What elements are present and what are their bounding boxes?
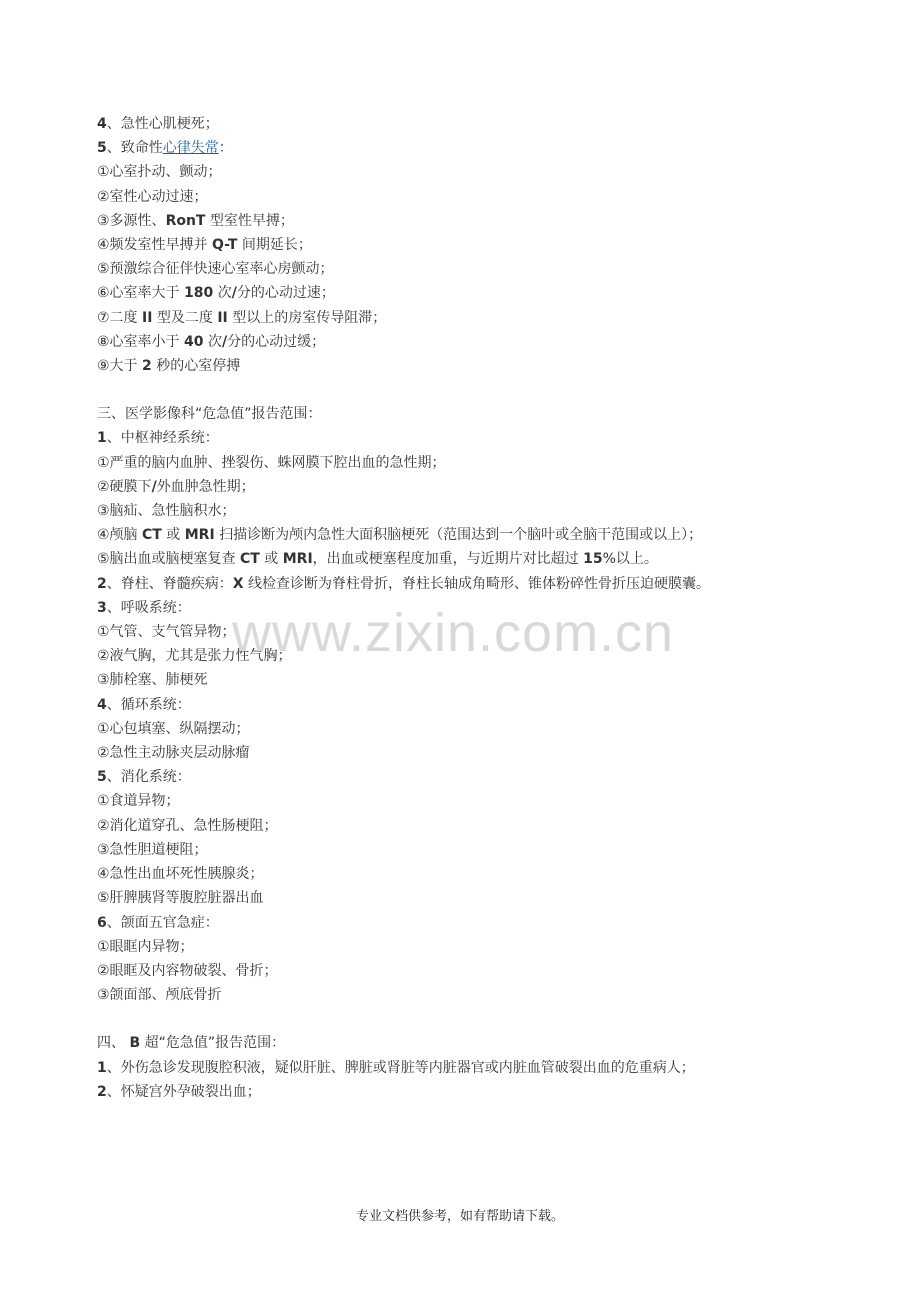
list-item: ⑤脑出血或脑梗塞复查 CT 或 MRI，出血或梗塞程度加重，与近期片对比超过 15%以上。	[97, 551, 658, 568]
list-item: ②眼眶及内容物破裂、骨折；	[97, 962, 278, 979]
list-item: ⑨大于 2 秒的心室停搏	[97, 358, 241, 375]
list-item: ②室性心动过速；	[97, 188, 208, 205]
list-item: ①心室扑动、颤动；	[97, 164, 222, 181]
list-item: ①气管、支气管异物；	[97, 624, 236, 641]
spacer	[97, 1007, 797, 1031]
list-item: ⑤肝脾胰肾等腹腔脏器出血	[97, 890, 264, 907]
list-item: ①食道异物；	[97, 793, 180, 810]
list-item: ③多源性、RonT 型室性早搏；	[97, 212, 294, 229]
list-item: ①严重的脑内血肿、挫裂伤、蛛网膜下腔出血的急性期；	[97, 454, 446, 471]
spacer	[97, 378, 797, 402]
list-item: ⑥心室率大于 180 次/分的心动过速；	[97, 285, 335, 302]
text-line: 4、急性心肌梗死；	[97, 116, 219, 132]
subsection-heading: 4、循环系统：	[97, 696, 191, 713]
list-item: ④频发室性早搏并 Q-T 间期延长；	[97, 237, 312, 254]
list-item: ④急性出血坏死性胰腺炎；	[97, 866, 264, 883]
text-line: 5、致命性心律失常：	[97, 140, 233, 157]
subsection-heading: 5、消化系统：	[97, 769, 191, 786]
section-heading: 三、医学影像科“危急值”报告范围：	[97, 406, 322, 423]
list-item: 2、怀疑宫外孕破裂出血；	[97, 1083, 261, 1100]
list-item: ⑦二度 II 型及二度 II 型以上的房室传导阻滞；	[97, 309, 387, 326]
subsection-heading: 2、脊柱、脊髓疾病：X 线检查诊断为脊柱骨折，脊柱长轴成角畸形、锥体粉碎性骨折压迫硬膜囊。	[97, 575, 710, 592]
list-item: ③颌面部、颅底骨折	[97, 987, 222, 1004]
list-item: ③肺栓塞、肺梗死	[97, 672, 208, 689]
list-item: ②硬膜下/外血肿急性期；	[97, 478, 255, 495]
list-item: ②液气胸，尤其是张力性气胸；	[97, 648, 292, 665]
list-item: ⑤预激综合征伴快速心室率心房颤动；	[97, 261, 334, 278]
section-heading: 四、 B 超“危急值”报告范围：	[97, 1035, 286, 1052]
list-item: ⑧心室率小于 40 次/分的心动过缓；	[97, 333, 326, 350]
list-item: ③脑疝、急性脑积水；	[97, 503, 236, 520]
subsection-heading: 1、中枢神经系统：	[97, 430, 219, 447]
list-item: 1、外伤急诊发现腹腔积液，疑似肝脏、脾脏或肾脏等内脏器官或内脏血管破裂出血的危重病人；	[97, 1059, 695, 1076]
list-item: ④颅脑 CT 或 MRI 扫描诊断为颅内急性大面积脑梗死（范围达到一个脑叶或全脑干范围或以上）；	[97, 527, 703, 544]
subsection-heading: 6、颌面五官急症：	[97, 914, 219, 931]
list-item: ③急性胆道梗阻；	[97, 841, 208, 858]
list-item: ①心包填塞、纵隔摆动；	[97, 720, 250, 737]
watermark: www.zixin.com.cn	[232, 603, 675, 663]
subsection-heading: 3、呼吸系统：	[97, 599, 191, 616]
list-item: ②消化道穿孔、急性肠梗阻；	[97, 817, 278, 834]
list-item: ②急性主动脉夹层动脉瘤	[97, 745, 250, 762]
list-item: ①眼眶内异物；	[97, 938, 194, 955]
arrhythmia-link[interactable]: 心律失常	[162, 140, 219, 157]
page-footer: 专业文档供参考，如有帮助请下载。	[355, 1209, 564, 1224]
